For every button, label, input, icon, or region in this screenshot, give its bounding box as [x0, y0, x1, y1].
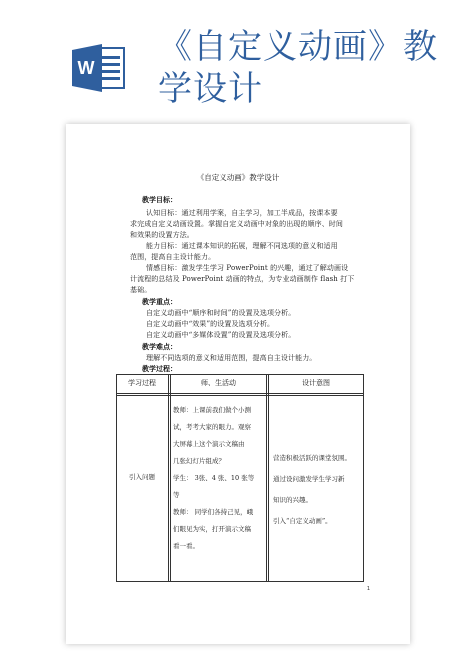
activity-line: 看一看。 [173, 542, 199, 550]
activity-line: 等 [173, 491, 180, 499]
table-header-cell: 设计意图 [302, 379, 330, 387]
table-row-label: 引入问题 [129, 473, 155, 481]
title-line-2: 学设计 [158, 69, 263, 109]
document-content [66, 124, 410, 644]
goals-line: 求完成自定义动画设置。掌握自定义动画中对象的出现的顺序、时间 [130, 220, 343, 228]
table-header-cell: 师、生活动 [201, 379, 236, 387]
difficult-line: 理解不同选项的意义和适用范围，提高自主设计能力。 [146, 354, 317, 362]
table-border [116, 374, 364, 375]
activity-line: 试，考考大家的眼力。观察 [173, 423, 251, 431]
activity-line: 教师： 同学们各持己见，峨 [173, 508, 254, 516]
process-table [116, 374, 364, 582]
key-line: 自定义动画中“效果”的设置及选项分析。 [146, 320, 275, 328]
goals-line: 能力目标：通过课本知识的拓展，理解不同选项的意义和适用 [146, 242, 338, 250]
difficult-heading: 教学难点： [142, 343, 177, 351]
intent-line: 通过设问激发学生学习新 [273, 475, 345, 483]
document-page [66, 124, 410, 644]
header-banner [0, 0, 474, 118]
intent-line: 知识的兴趣。 [273, 496, 312, 504]
table-border [168, 374, 171, 582]
activity-line: 们眼见为实，打开演示文稿 [173, 525, 251, 533]
goals-line: 认知目标：通过利用学案，自主学习，加工半成品，按课本要 [146, 209, 338, 217]
svg-text:W: W [77, 58, 95, 78]
key-line: 自定义动画中“顺序和时间”的设置及选项分析。 [146, 309, 296, 317]
goals-heading: 教学目标： [142, 196, 177, 204]
intent-cell [273, 448, 361, 532]
activity-line: 学生： 3张、4 张、10 张等 [173, 474, 255, 482]
activity-line: 几张幻灯片组成？ [173, 457, 225, 465]
table-header-cell: 学习过程 [128, 379, 156, 387]
table-border [266, 374, 269, 582]
key-heading: 教学重点： [142, 298, 177, 306]
key-line: 自定义动画中“多媒体设置”的设置及选项分析。 [146, 331, 296, 339]
table-border [116, 581, 364, 582]
goals-line: 范围，提高自主设计能力。 [130, 253, 216, 261]
table-border [116, 393, 364, 396]
process-heading: 教学过程： [142, 365, 177, 373]
intent-line: 引入“自定义动画”。 [273, 517, 332, 525]
activity-line: 教师：上课前我们做个小测 [173, 406, 251, 414]
activity-cell [173, 402, 265, 555]
page-title [158, 26, 458, 110]
goals-line: 计流程的总结及 PowerPoint 动画的特点，为专业动画制作 flash 打下 [130, 275, 355, 283]
goals-line: 和效果的设置方法。 [130, 231, 194, 239]
title-line-1: 《自定义动画》教 [158, 27, 438, 67]
document-title: 《自定义动画》教学设计 [196, 173, 280, 182]
page-number: 1 [366, 586, 370, 592]
goals-line: 情感目标：激发学生学习 PowerPoint 的兴趣，通过了解动画设 [146, 264, 349, 272]
intent-line: 营造积极活跃的课堂氛围。 [273, 454, 351, 462]
word-doc-icon [72, 42, 126, 94]
activity-line: 大屏幕上这个演示文稿由 [173, 440, 245, 448]
table-border [363, 374, 364, 582]
goals-line: 基础。 [130, 286, 152, 294]
